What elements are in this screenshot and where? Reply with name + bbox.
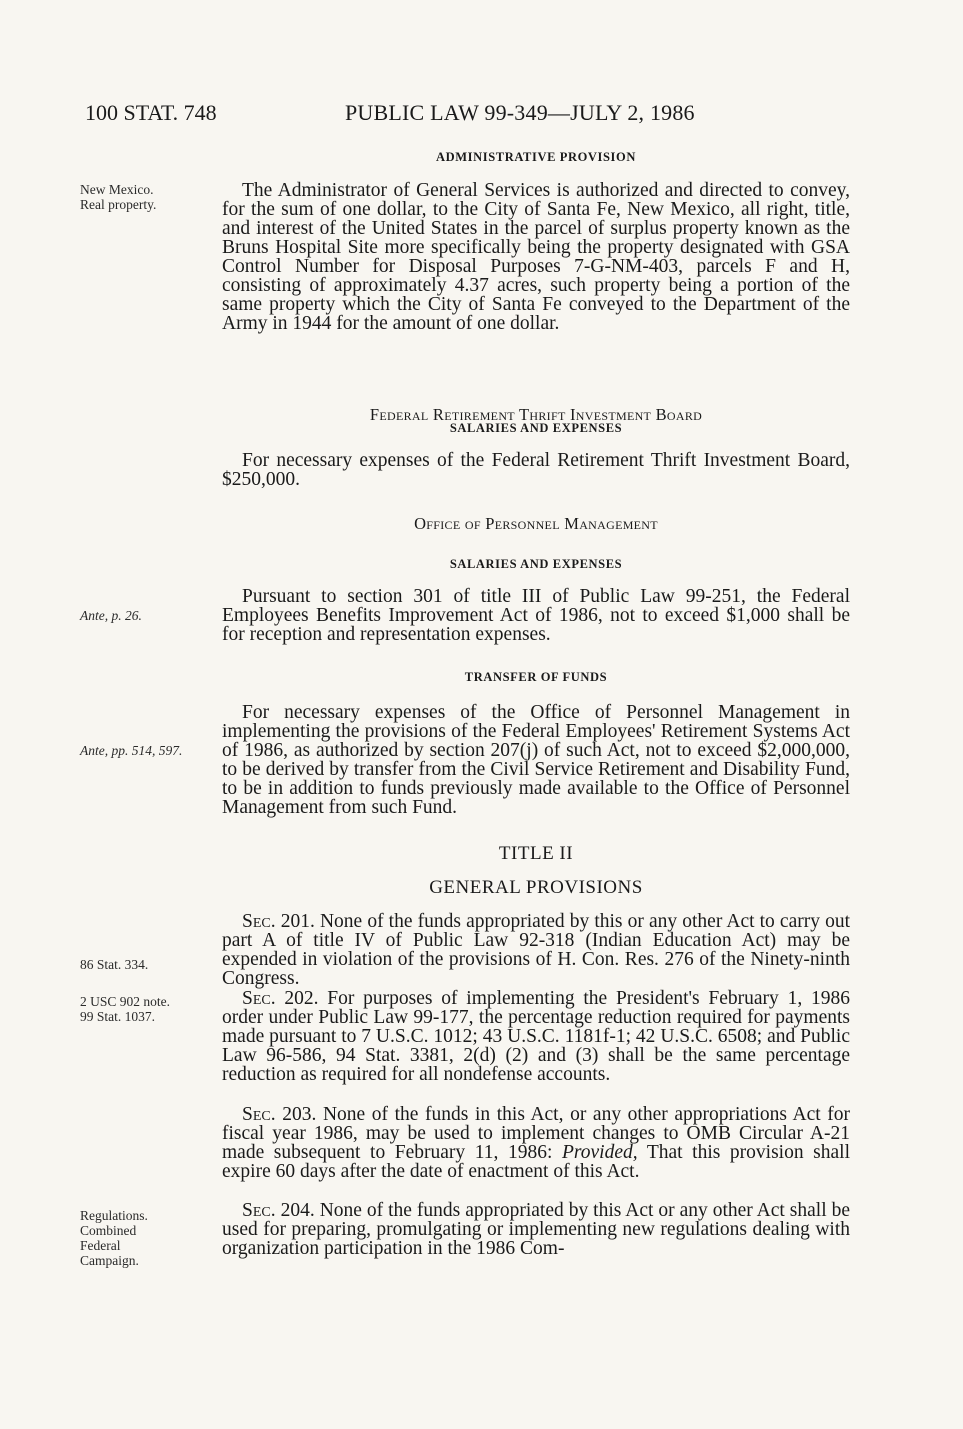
paragraph-sec-202 xyxy=(222,989,850,1084)
margin-note-new-mexico xyxy=(80,182,215,212)
section-text: None of the funds appropriated by this or any other Act to carry out part A of title IV of Public Law 92-318 (Indian Education Act) may be expended in violation of the provisions of H. Con. Res. 276 of the Ninety-ninth Congress. xyxy=(222,911,850,989)
margin-note-line: Federal xyxy=(80,1238,121,1253)
margin-note-regulations xyxy=(80,1208,215,1268)
paragraph-transfer-of-funds: For necessary expenses of the Office of Personnel Management in implementing the provisions of the Federal Employees' Retirement Systems Act of 1986, as authorized by section 207(j) of such Act, not to exceed $2,000,000, to be derived by transfer from the Civil Service Retirement and Disability Fund, to be in addition to funds previously made available to the Office of Personnel Management from such Fund. xyxy=(222,702,850,818)
paragraph-frtib: For necessary expenses of the Federal Retirement Thrift Investment Board, $250,000. xyxy=(222,450,850,490)
law-title: PUBLIC LAW 99-349—JULY 2, 1986 xyxy=(345,100,695,125)
margin-note-line: Campaign. xyxy=(80,1253,139,1268)
margin-note-ante-26 xyxy=(80,608,215,623)
heading-general-provisions: GENERAL PROVISIONS xyxy=(429,877,643,898)
section-label: Sec. 204. xyxy=(242,1200,315,1221)
paragraph-opm: Pursuant to section 301 of title III of Public Law 99-251, the Federal Employees Benefits Improvement Act of 1986, not to exceed $1,000 shall be for reception and representation expenses. xyxy=(222,586,850,645)
margin-note-usc xyxy=(80,994,215,1024)
heading-administrative-provision: ADMINISTRATIVE PROVISION xyxy=(436,150,636,164)
margin-note-line: Regulations. xyxy=(80,1208,148,1223)
section-label: Sec. 203. xyxy=(242,1104,317,1125)
margin-note-ante-514 xyxy=(80,743,215,758)
heading-frtib: Federal Retirement Thrift Investment Board xyxy=(369,405,703,424)
section-text: None of the funds appropriated by this Act or any other Act shall be used for preparing, promulgating or implementing new regulations dealing with organization participation in the 1986 Com- xyxy=(222,1200,850,1259)
heading-transfer-of-funds: TRANSFER OF FUNDS xyxy=(464,670,608,684)
section-provided: Provided, xyxy=(561,1142,638,1163)
margin-note-line: 2 USC 902 note. xyxy=(80,994,171,1009)
stat-citation: 100 STAT. 748 xyxy=(85,100,217,125)
margin-note-line: Ante, pp. 514, 597. xyxy=(80,743,183,758)
section-text: That this provision shall expire 60 days after the date of enactment of this Act. xyxy=(222,1142,850,1182)
margin-note-line: New Mexico. xyxy=(80,182,154,197)
subheading-opm-salaries: SALARIES AND EXPENSES xyxy=(449,557,623,571)
subheading-frtib-salaries: SALARIES AND EXPENSES xyxy=(449,421,623,435)
heading-title-ii: TITLE II xyxy=(498,843,574,864)
margin-note-line: Real property. xyxy=(80,197,157,212)
section-label: Sec. 202. xyxy=(242,988,319,1009)
margin-note-line: 86 Stat. 334. xyxy=(80,957,149,972)
section-text: For purposes of implementing the President's February 1, 1986 order under Public Law 99-177, the percentage reduction required for payments made pursuant to 7 U.S.C. 1012; 43 U.S.C. 1181f-1; 42 U.S.C. 6508; and Public Law 96-586, 94 Stat. 3381, 2(d) (2) and (3) shall be the same percentage reduction as required for all nondefense accounts. xyxy=(222,988,850,1085)
page-header xyxy=(85,100,905,130)
paragraph-administrative-provision: The Administrator of General Services is authorized and directed to convey, for the sum of one dollar, to the City of Santa Fe, New Mexico, all right, title, and interest of the United States in the parcel of surplus property known as the Bruns Hospital Site more specifically being the property designated with GSA Control Number for Disposal Purposes 7-G-NM-403, parcels F and H, consisting of approximately 4.37 acres, such property being a portion of the same property which the City of Santa Fe conveyed to the Department of the Army in 1944 for the amount of one dollar. xyxy=(222,180,850,334)
margin-note-line: 99 Stat. 1037. xyxy=(80,1009,156,1024)
paragraph-sec-201 xyxy=(222,912,850,988)
heading-opm: Office of Personnel Management xyxy=(414,514,658,533)
margin-note-line: Combined xyxy=(80,1223,137,1238)
paragraph-sec-203 xyxy=(222,1105,850,1181)
section-text: None of the funds in this Act, or any other appropriations Act for fiscal year 1986, may be used to implement changes to OMB Circular A-21 made subsequent to February 11, 1986: xyxy=(222,1104,850,1163)
paragraph-sec-204 xyxy=(222,1201,850,1258)
section-label: Sec. 201. xyxy=(242,911,315,932)
margin-note-line: Ante, p. 26. xyxy=(80,608,142,623)
margin-note-86-stat xyxy=(80,957,215,972)
